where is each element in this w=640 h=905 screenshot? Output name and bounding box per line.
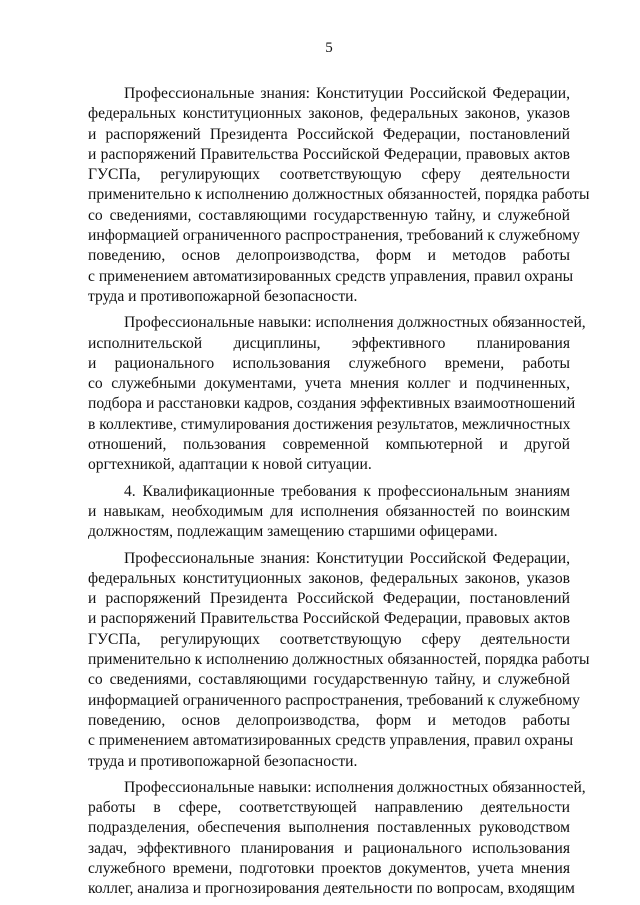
text-line: Профессиональные навыки: исполнения должностных обязанностей, [124,314,586,332]
text-line: работы в сфере, соответствующей направлению деятельности [88,799,570,817]
text-line: подбора и расстановки кадров, создания эффективных взаимоотношений [88,395,576,413]
paragraph [88,84,590,307]
paragraph [88,778,586,900]
text-line: задач, эффективного планирования и рационального использования [88,839,570,857]
text-line: и навыкам, необходимым для исполнения обязанностей по воинским [88,502,570,520]
document-body [88,84,590,900]
text-line: отношений, пользования современной компьютерной и другой [88,436,570,454]
text-line: и распоряжений Правительства Российской Федерации, правовых актов [88,610,570,628]
text-line: и распоряжений Правительства Российской Федерации, правовых актов [88,145,570,163]
text-line: Профессиональные навыки: исполнения должностных обязанностей, [124,778,586,796]
page-number: 5 [325,40,333,56]
text-line: должностям, подлежащим замещению старшими офицерами. [88,523,498,541]
text-line: труда и противопожарной безопасности. [88,752,358,770]
paragraph [88,313,586,475]
text-line: служебного времени, подготовки проектов документов, учета мнения [88,859,570,877]
text-line: с применением автоматизированных средств управления, правил охраны [88,267,574,285]
text-line: применительно к исполнению должностных обязанностей, порядка работы [88,186,590,204]
paragraph [88,549,590,772]
paragraph [88,482,570,543]
text-line: ГУСПа, регулирующих соответствующую сферу деятельности [88,630,570,648]
text-line: с применением автоматизированных средств управления, правил охраны [88,732,574,750]
text-line: поведению, основ делопроизводства, форм и методов работы [88,711,570,729]
text-line: в коллективе, стимулирования достижения результатов, межличностных [88,415,571,433]
text-line: подразделения, обеспечения выполнения поставленных руководством [88,819,570,837]
text-line: и распоряжений Президента Российской Федерации, постановлений [88,590,570,608]
text-line: коллег, анализа и прогнозирования деятельности по вопросам, входящим [88,880,575,898]
text-line: федеральных конституционных законов, федеральных законов, указов [88,569,570,587]
text-line: со служебными документами, учета мнения коллег и подчиненных, [88,375,570,393]
text-line: федеральных конституционных законов, федеральных законов, указов [88,105,570,123]
text-line: информацией ограниченного распространения, требований к служебному [88,691,580,709]
text-line: и рационального использования служебного времени, работы [88,354,570,372]
text-line: со сведениями, составляющими государственную тайну, и служебной [88,671,570,689]
text-line: со сведениями, составляющими государственную тайну, и служебной [88,206,570,224]
text-line: ГУСПа, регулирующих соответствующую сферу деятельности [88,166,570,184]
text-line: и распоряжений Президента Российской Федерации, постановлений [88,125,570,143]
text-line: исполнительской дисциплины, эффективного планирования [88,334,570,352]
text-line: Профессиональные знания: Конституции Российской Федерации, [124,85,570,102]
text-line: 4. Квалификационные требования к профессиональным знаниям [124,482,570,500]
text-line: информацией ограниченного распространения, требований к служебному [88,227,580,245]
text-line: Профессиональные знания: Конституции Российской Федерации, [124,549,570,567]
text-line: оргтехникой, адаптации к новой ситуации. [88,456,372,474]
text-line: поведению, основ делопроизводства, форм и методов работы [88,247,570,265]
text-line: применительно к исполнению должностных обязанностей, порядка работы [88,651,590,669]
text-line: труда и противопожарной безопасности. [88,287,358,305]
